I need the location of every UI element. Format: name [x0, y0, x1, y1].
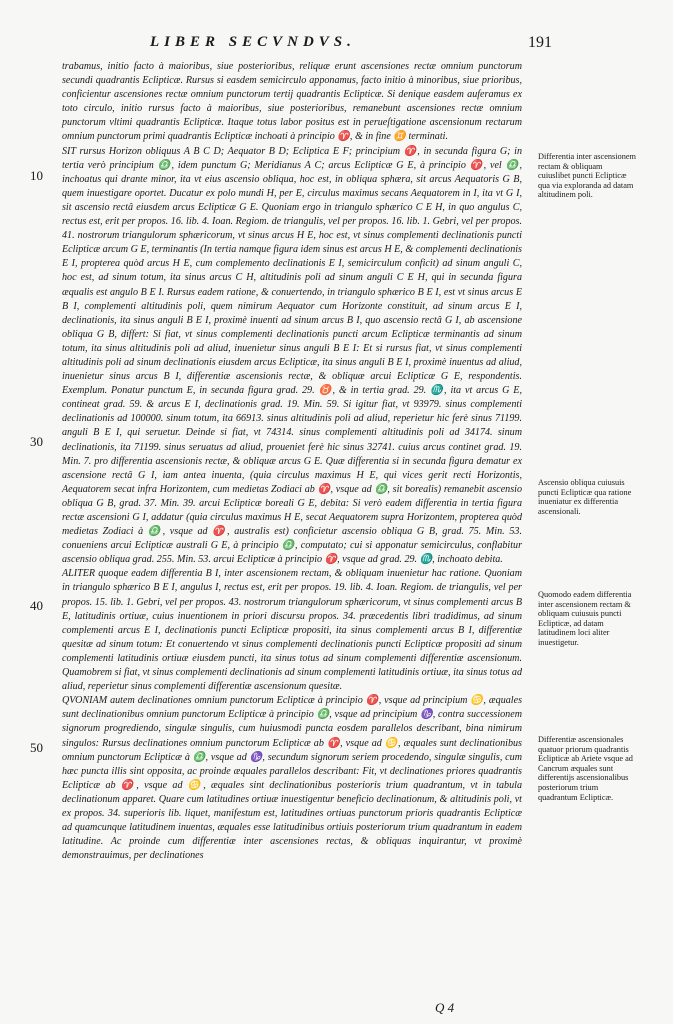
line-number-50: 50 [30, 740, 43, 755]
margin-note-3: Quomodo eadem differentia inter ascensionem rectam & obliquam cuiusuis puncti Eclipticæ, ad datam latitudinem loci aliter inuestigetur. [538, 590, 632, 647]
page-number: 191 [528, 34, 552, 51]
line-number-10: 10 [30, 168, 43, 183]
paragraph-1: trabamus, initio facto à maioribus, siue posterioribus, reliquæ erunt ascensiones rectæ omnium punctorum secundi quadrantis Eclipticæ. Rursus si easdem semicirculo apponamus, facto initio à minoribus, siue prioribus, conficientur ascensiones rectæ omnium punctorum tertij quadrantis Eclipticæ. Si denique easdem auferamus ex toto circulo, initio rursus facto à maioribus, siue posterioribus, remanebunt ascensiones rectæ omnium punctorum vltimi quadrantis Eclipticæ. Itaque totus labor positus est in perueſtigatione ascensionum rectarum omnium punctorum primi quadrantis Eclipticæ inchoati à principio ♈, & in fine ♊ terminati. [62, 61, 522, 143]
running-title: LIBER SECVNDVS. [150, 34, 356, 50]
catchword: Q 4 [435, 1000, 455, 1015]
main-text-block [62, 60, 522, 863]
paragraph-2: SIT rursus Horizon obliquus A B C D; Aequator B D; Ecliptica E F; principium ♈, in secunda figura G; in tertia verò principium ♎, idem punctum G; Meridianus A C; arcus Eclipticæ G E, à principio ♈, vel ♎, inchoatus qui drante minor, ita vt eius ascensio obliqua, hoc est, in obliqua sphæra, sit arcus Aequatoris G B, quem inuestigare oportet. Ducatur ex polo mundi H, per E, circulus maximus secans Aequatorem in I, ita vt G I, sit ascensio rectâ eiusdem arcus Eclipticæ G E. Quoniam ergo in triangulo sphærico C E H, in quo angulus C, rectus est, erit per propos. 16. lib. 4. Ioan. Regiom. de triangulis, vel per propos. 16. lib. 1. Gebri, vel per propos. 41. nostrorum triangulorum sphæricorum, vt sinus arcus H E, hoc est, vt sinus complementi declinationis puncti Eclipticæ arcum G E, terminantis (In tertia namque figura idem sinus est arcus H E, & complementi declinationis E I, propterea quòd arcus H E, cum complemento declinationis E I, semicirculum conficit) ad sinum anguli C, hoc est, ad sinum totum, ita sinus arcus C H, altitudinis poli ad sinum anguli C E H, qui in secunda figura æqualis est angulo B E I. Rursus eadem ratione, & conuertendo, in triangulo sphærico B E I, est vt sinus arcus E B I, complementi altitudinis poli, quem nimirum Aequator cum Horizonte constituit, ad sinum arcus E I, declinationis, ita sinus anguli B E I, proximè inuenti ad sinum arcus B I, quo ascensio rectâ G I, ab ascensione obliqua G B, differt: Si fiat, vt sinus complementi declinationis puncti arcum Eclipticæ terminantis ad sinum totum, ita sinus altitudinis poli ad aliud, inuenietur sinus anguli B E I: Et si rursus fiat, vt sinus complementi altitudinis poli ad sinum declinationis eiusdem arcus Eclipticæ, ita sinus anguli B E I, proximè inuentus ad aliud, inuenietur sinus arcus B I, differentiæ ascensionis rectæ, & obliquæ arcui Eclipticæ G E, respondentis. Exemplum. Ponatur punctum E, in secunda figura grad. 29. ♉, & in tertia grad. 29. ♏, ita vt arcus G E, contineat grad. 59. & arcus E I, declinationis grad. 19. Min. 59. Si igitur fiat, vt 93979. sinus complementi declinationis ad 100000. sinum totum, ita 66913. sinus altitudinis poli ad aliud, reperietur hic ferè sinus 71199. anguli B E I, qui seruetur. Deinde si fiat, vt 74314. sinus complementi altitudinis poli ad 34174. sinum declinationis, ita 71199. sinus seruatus ad aliud, proueniet ferè hic sinus 32741. cuius arcus continet grad. 19. Min. 7. pro differentia ascensionis rectæ, & obliquæ arcus G E. Quæ differentia si in secunda figura dematur ex ascensione rectâ G I, iam antea inuenta, (quia circulus maximus H E, qui vices gerit recti Horizontis, Aequatorem secat infra Horizontem, cum medietas Zodiaci ab ♈, vsque ad ♎, sit borealis) remanebit ascensio obliqua G B, grad. 37. Min. 39. arcui Eclipticæ boreali G E, debita: Si verò eadem differentia in tertia figura rectæ ascensioni G I, addatur (quia circulus maximus H E, secat Aequatorem supra Horizontem, propterea quòd medietas Zodiaci à ♎, vsque ad ♈, australis est) conficietur ascensio obliqua G B, grad. 75. Min. 53. conueniens arcui Eclipticæ australi G E, à principio ♎, computato; cui si apponatur semicirculus, conflabitur ascensio obliqua grad. 255. Min. 53. arcui Eclipticæ à principio ♈, vsque ad grad. 29. ♏, inchoato debita. [62, 145, 522, 566]
line-number-30: 30 [30, 434, 43, 449]
margin-note-1: Differentia inter ascensionem rectam & obliquam cuiuslibet puncti Eclipticæ qua via exploranda ad datam altitudinem poli. [538, 152, 636, 200]
margin-note-2: Ascensio obliqua cuiusuis puncti Eclipticæ qua ratione inueniatur ex differentia ascensionali. [538, 478, 632, 516]
page-header [62, 34, 552, 54]
paragraph-3: ALITER quoque eadem differentia B I, inter ascensionem rectam, & obliquam inuenietur hac ratione. Quoniam in triangulo sphærico B E I, angulus I, rectus est, erit per propos. 19. lib. 4. Ioan. Regiom. de triangulis, vel per propos. 15. lib. 1. Gebri, vel per propos. 43. nostrorum triangulorum sphæricorum, vt sinus complementi arcus B E, latitudinis ortiuæ, cuius inuentionem in priori discursu propos. 34. præcedentis libri tradidimus, ad sinum complementi arcus E I, declinationis puncti Eclipticæ propositi, ita sinus complementi arcus B I, differentiæ quesitæ ad sinum totum: Et conuertendo vt sinus complementi declinationis puncti Eclipticæ propositi ad sinum complementi latitudinis ortiuæ eiusdem puncti, ita sinus totus ad sinum complementi differentiæ ascensionum. Quamobrem si fiat, vt sinus complementi declinationis ad sinum complementi latitudinis ortiuæ, ita sinus totus ad aliud, reperietur sinus complementi differentiæ ascensionum quesitæ. [62, 568, 522, 693]
paragraph-4: QVONIAM autem declinationes omnium punctorum Eclipticæ à principio ♈, vsque ad principium ♋, æquales sunt declinationibus omnium punctorum Eclipticæ à principio ♎, vsque ad principium ♑, contra successionem signorum progrediendo, singulæ singulis, cum huiusmodi puncta eosdem parallelos describant, bina nimirum singulos: Rursus declinationes omnium punctorum Eclipticæ ab ♈, vsque ad ♋, æquales sunt declinationibus omnium punctorum Eclipticæ à ♎, vsque ad ♑, secundum signorum seriem procedendo, singulæ singulis, cum hæc puncta illis sint opposita, ac proinde æquales parallelos describant: Fit, vt declinationes priores quadrantis Eclipticæ ab ♈, vsque ad ♋, æquales sint declinationibus posterioris trium quadrantum, vt in tabula declinationum apparet. Quare cum latitudines ortiuæ inuestigentur beneficio declinationum, & altitudinis poli, vt ex propos. 34. superioris lib. liquet, manifestum est, latitudines ortiuas punctorum prioris quadrantis Eclipticæ ad quamcunque latitudinem inuentas, æquales esse latitudinibus ortiuis posteriorum trium quadrantum in eadem latitudine. Ac proinde cum differentiæ inter ascensiones rectas, & obliquas inquirantur, vt proximè demonstrauimus, per declinationes [62, 695, 522, 862]
line-number-40: 40 [30, 598, 43, 613]
margin-note-4: Differentiæ ascensionales quatuor priorum quadrantis Eclipticæ ab Ariete vsque ad Cancrum æquales sunt differentijs ascensionalibus posteriorum trium quadrantum Eclipticæ. [538, 735, 633, 802]
